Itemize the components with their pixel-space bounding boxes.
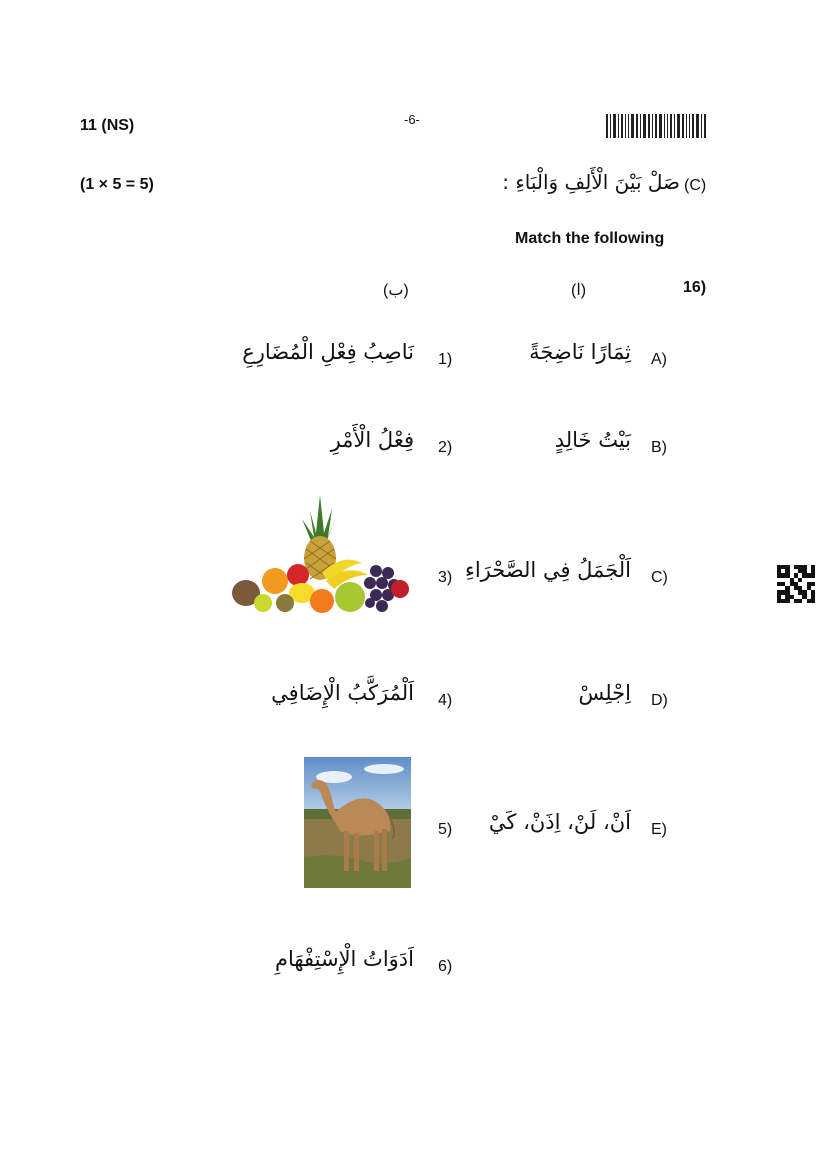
qr-code [777, 565, 815, 603]
column-b-text: اَدَوَاتُ الْإِسْتِفْهَامِ [274, 947, 414, 971]
column-b-label: 2) [438, 439, 453, 456]
page-number: -6- [404, 112, 420, 127]
column-a-text: اَنْ، لَنْ، اِذَنْ، كَيْ [488, 810, 631, 834]
column-b-label: 3) [438, 569, 453, 586]
column-a-header: (ا) [571, 282, 587, 299]
question-number: 16) [683, 279, 707, 296]
instruction-arabic: صَلْ بَيْنَ الْأَلِفِ وَالْبَاءِ : [502, 170, 680, 194]
barcode [606, 114, 708, 138]
column-b-text: اَلْمُرَكَّبُ الْإِضَافِي [271, 681, 414, 705]
column-a-text: اِجْلِسْ [578, 681, 631, 705]
column-b-text: فِعْلُ الْأَمْرِ [330, 428, 414, 452]
section-label: (C) [684, 177, 707, 194]
column-a-text: ثِمَارًا نَاضِجَةً [529, 340, 631, 364]
column-b-header: (ب) [383, 282, 409, 299]
column-a-text: بَيْتُ خَالِدٍ [554, 428, 631, 452]
column-b-label: 6) [438, 958, 453, 975]
column-a-text: اَلْجَمَلُ فِي الصَّحْرَاءِ [464, 558, 631, 582]
instruction-english: Match the following [515, 230, 665, 247]
column-a-label: D) [651, 692, 668, 709]
paper-code: 11 (NS) [80, 117, 135, 134]
fruits-image [230, 493, 410, 618]
column-a-label: B) [651, 439, 667, 456]
column-b-label: 4) [438, 692, 453, 709]
marks-allocation: (1 × 5 = 5) [80, 176, 154, 193]
column-a-label: C) [651, 569, 668, 586]
column-b-label: 5) [438, 821, 453, 838]
column-a-label: A) [651, 351, 667, 368]
column-b-label: 1) [438, 351, 453, 368]
column-b-text: نَاصِبُ فِعْلِ الْمُضَارِعِ [242, 340, 414, 364]
camel-image [304, 757, 411, 888]
column-a-label: E) [651, 821, 667, 838]
